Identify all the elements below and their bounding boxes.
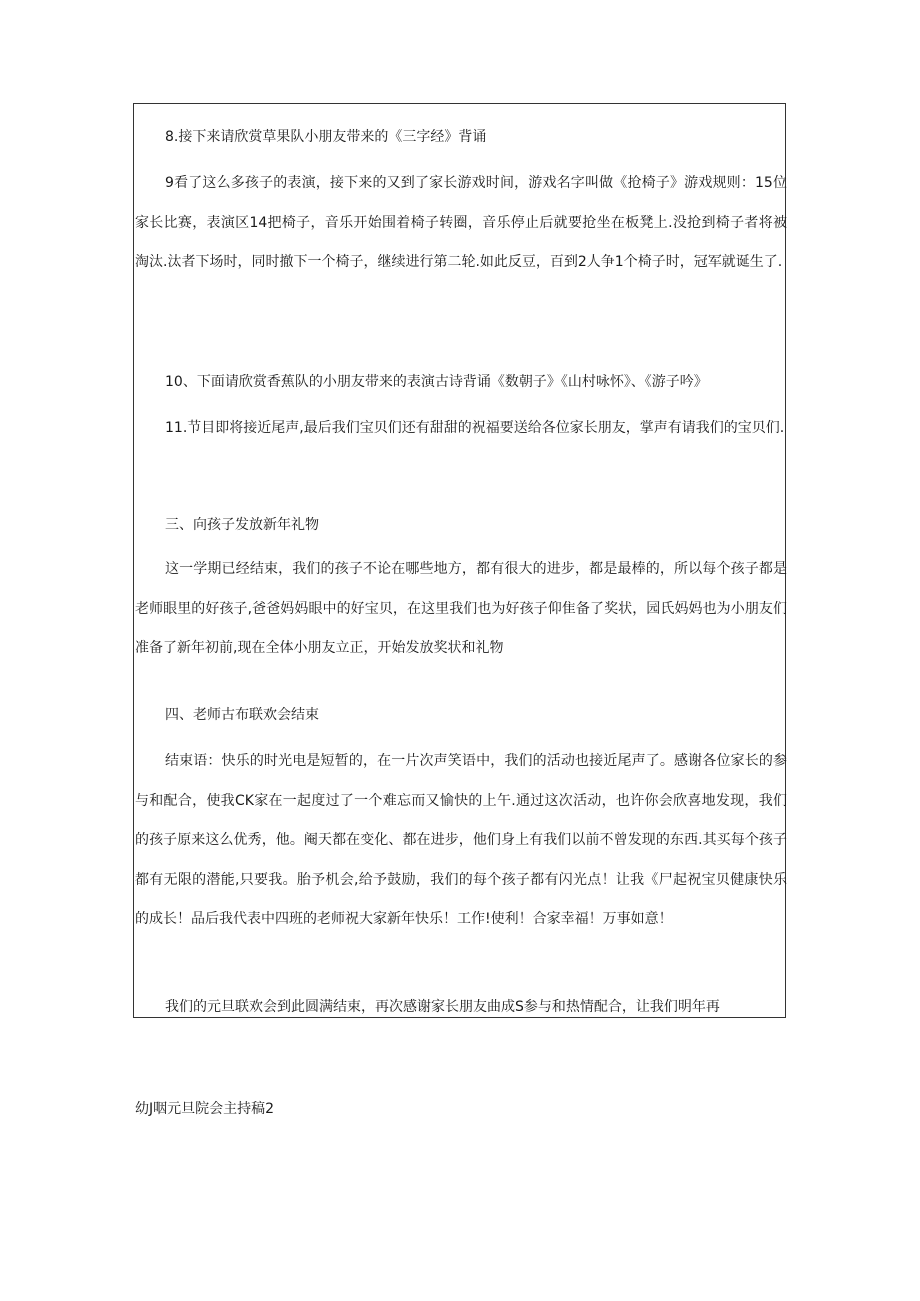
section-heading-gifts: 三、向孩子发放新年礼物 — [165, 517, 319, 533]
paragraph-program-9: 9看了这么多孩子的表演，接下来的又到了家长游戏时间，游戏名字叫做《抢椅子》游戏规则：15位家长比赛，表演区14把椅子，音乐开始围着椅子转圈，音乐停止后就要抢坐在板凳上.没抢到椅子者将被淘汰.汰者下场时，同时撤下一个椅子，继续进行第二轮.如此反豆，百到2人争1个椅子时，冠军就诞生了. — [135, 175, 787, 270]
paragraph-closing-remarks: 结束语：快乐的时光电是短暂的，在一片次声笑语中，我们的活动也接近尾声了。感谢各位家长的参与和配合，使我CK家在一起度过了一个难忘而又愉快的上午.通过这次活动，也许你会欣喜地发现，我们的孩子原来这么优秀，他。阉天都在变化、都在进步，他们身上有我们以前不曾发现的东西.其买每个孩子都有无限的潜能,只要我。胎予机会,给予鼓励，我们的每个孩子都有闪光点！让我《尸起祝宝贝健康快乐的成长！品后我代表中四班的老师祝大家新年快乐！工作!使利！合家幸福！万事如意！ — [135, 753, 787, 927]
paragraph-final: 我们的元旦联欢会到此圆满结束，再次感谢家长朋友曲成S参与和热情配合，让我们明年再 — [165, 999, 720, 1015]
paragraph-gifts: 这一学期已经结束，我们的孩子不论在哪些地方，都有很大的进步，都是最棒的，所以每个孩子都是老师眼里的好孩子,爸爸妈妈眼中的好宝贝，在这里我们也为好孩子仰隹备了奖状，园氏妈妈也为小朋友们准备了新年初前,现在全体小朋友立正，开始发放奖状和礼物 — [135, 561, 787, 656]
section-heading-closing: 四、老师古布联欢会结束 — [165, 707, 319, 723]
document-subtitle: 幼J咽元旦院会主持稿2 — [135, 1101, 275, 1117]
paragraph-program-10: 10、下面请欣赏香蕉队的小朋友带来的表演古诗背诵《数朝子》《山村咏怀》、《游子吟》 — [165, 374, 708, 390]
paragraph-program-11: 11.节目即将接近尾声,最后我们宝贝们还有甜甜的祝福要送给各位家长朋友，掌声有请我们的宝贝们. — [165, 420, 785, 436]
paragraph-program-8: 8.接下来请欣赏草果队小朋友带来的《三字经》背诵 — [165, 129, 487, 145]
